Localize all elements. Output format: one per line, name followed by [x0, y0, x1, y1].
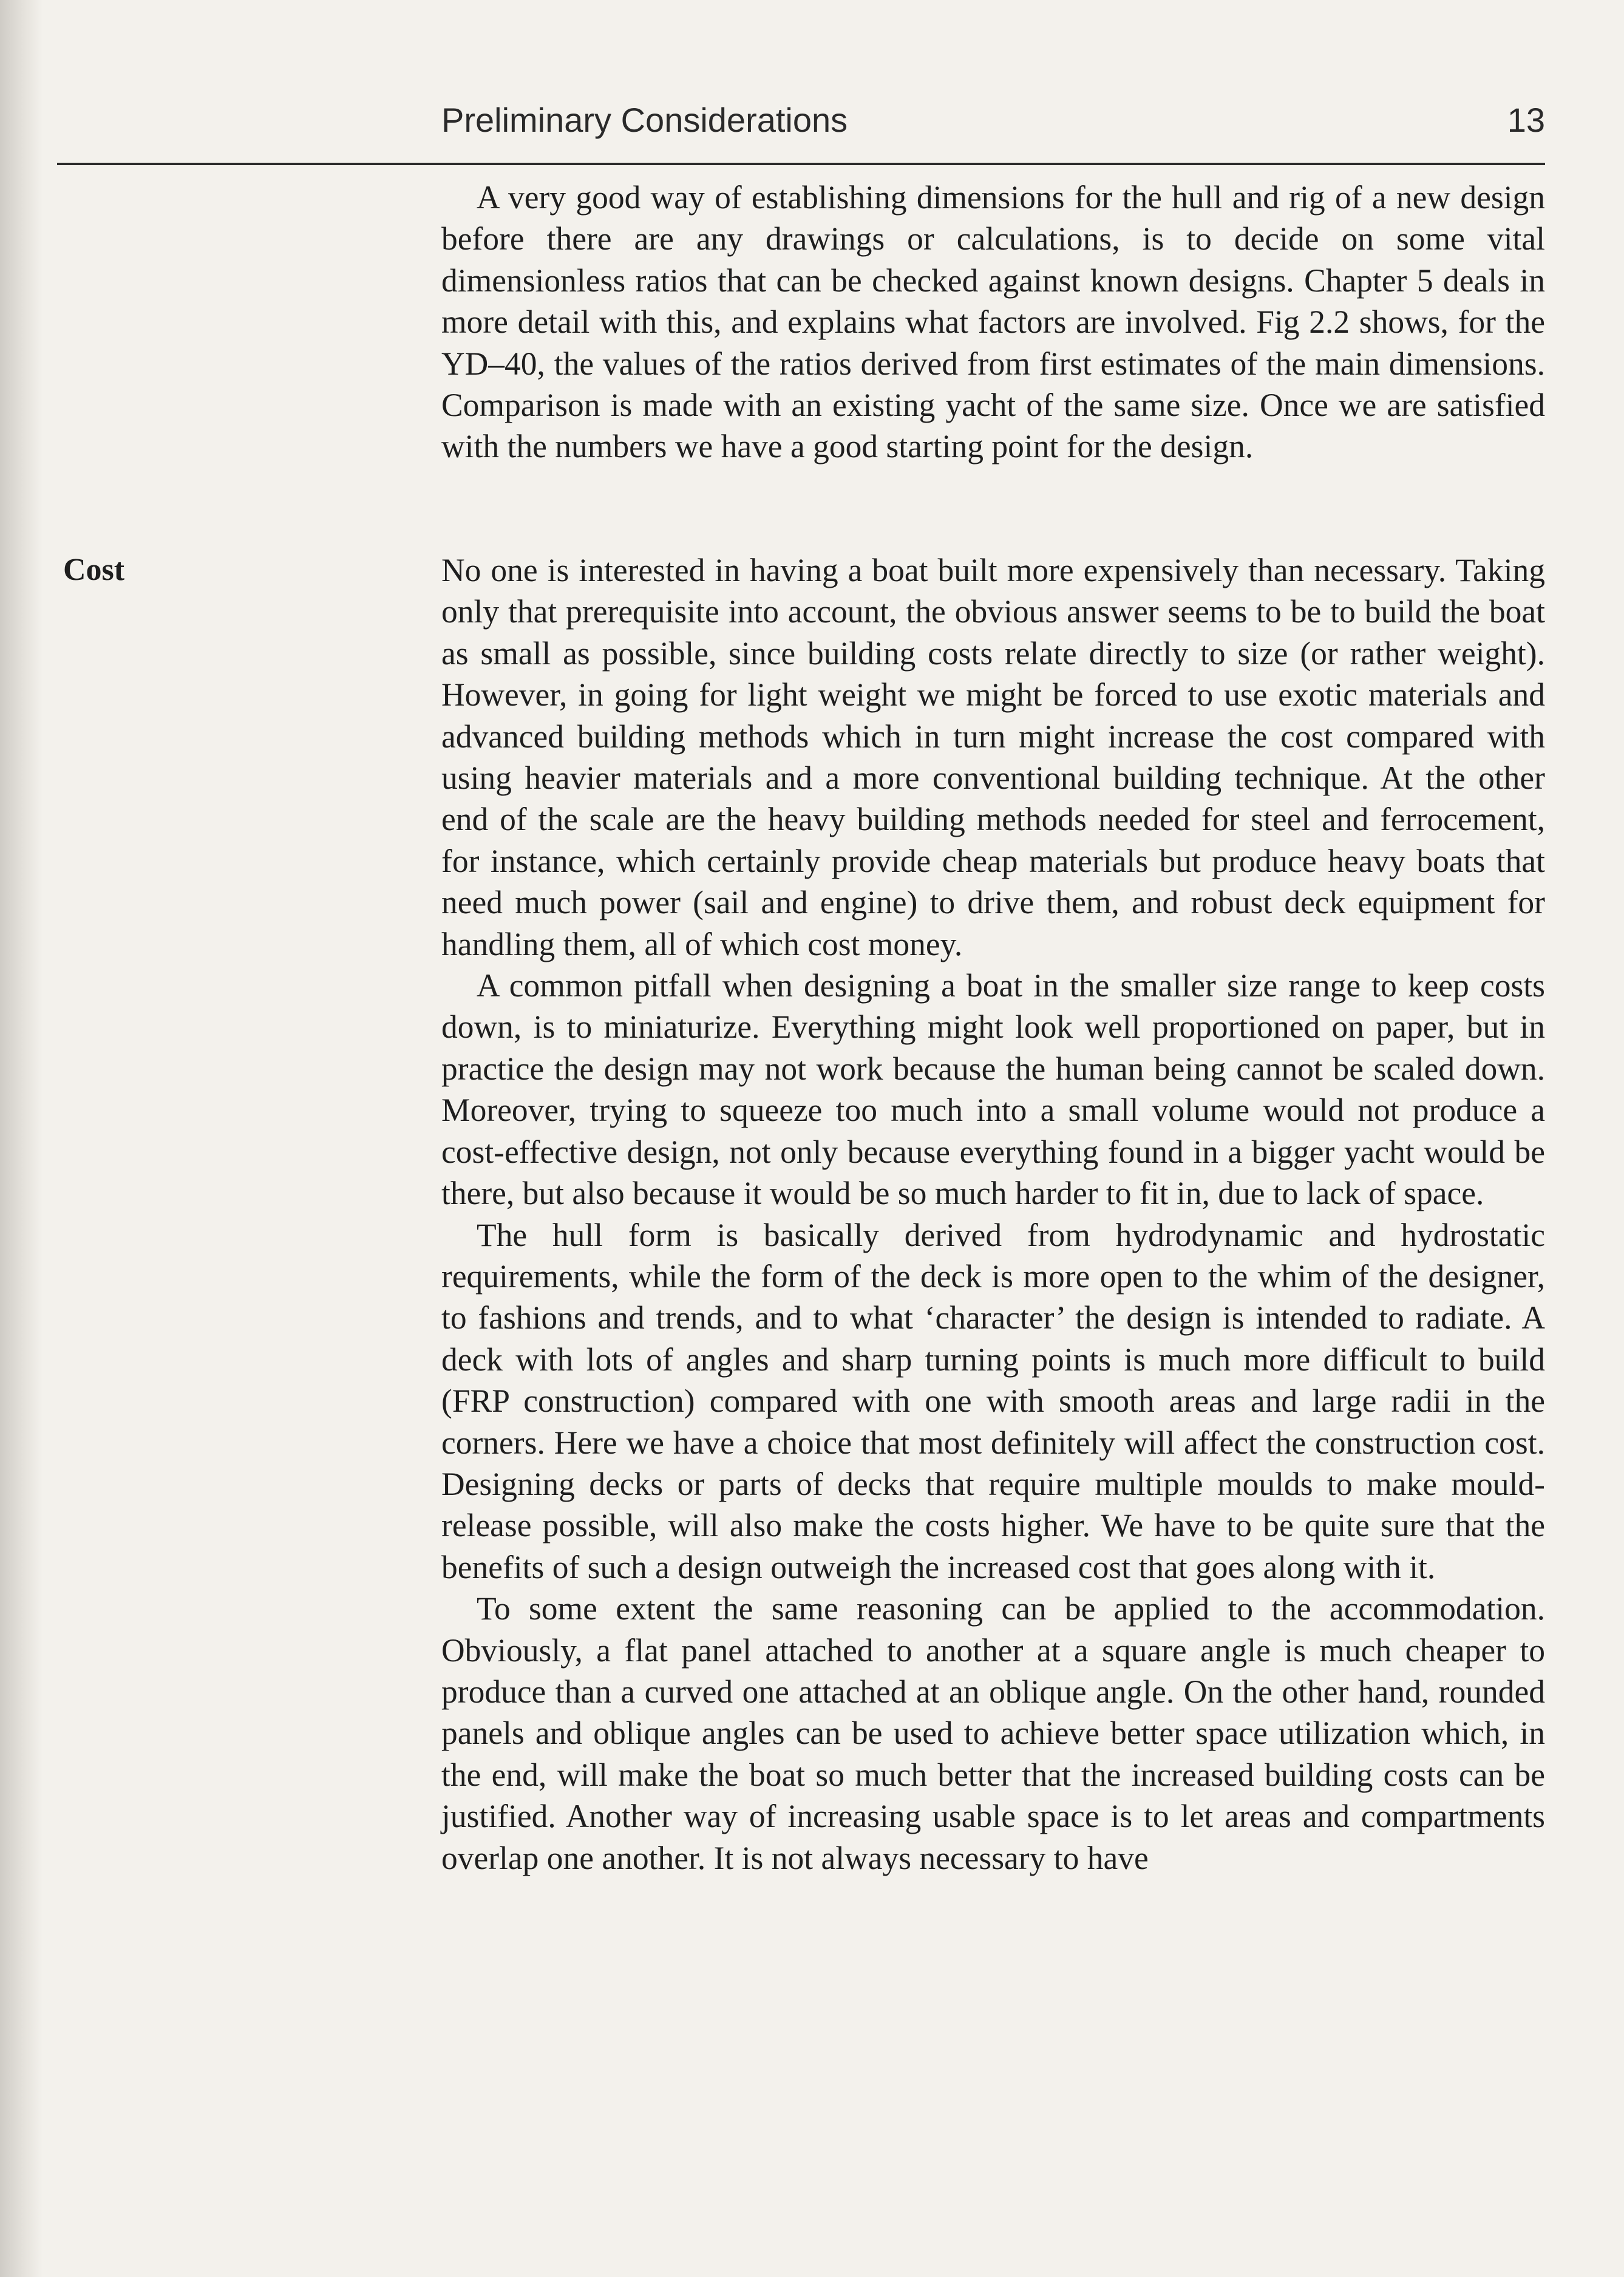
running-header [441, 96, 1545, 145]
cost-paragraph: A common pitfall when designing a boat in the smaller size range to keep costs down, is to miniaturize. Everything might look well proportioned on paper, but in practice the design may not work because the human being cannot be scaled down. Moreover, trying to squeeze too much into a small volume would not produce a cost-effective design, not only because everything found in a bigger yacht would be there, but also because it would be so much harder to fit in, due to lack of space. [441, 967, 1545, 1212]
chapter-title: Preliminary Considerations [441, 101, 848, 139]
header-rule [57, 163, 1545, 165]
page-number: 13 [1507, 101, 1545, 139]
cost-paragraph: The hull form is basically derived from hydrodynamic and hydrostatic requirements, while the form of the deck is more open to the whim of the designer, to fashions and trends, and to what ‘character’ the design is intended to radiate. A deck with lots of angles and sharp turning points is much more difficult to build (FRP construction) compared with one with smooth areas and large radii in the corners. Here we have a choice that most definitely will affect the construction cost. Designing decks or parts of decks that require multiple moulds to make mould-release possible, will also make the costs higher. We have to be quite sure that the benefits of such a design outweigh the increased cost that goes along with it. [441, 1216, 1545, 1585]
intro-paragraph: A very good way of establishing dimensions for the hull and rig of a new design before there are any drawings or calculations, is to decide on some vital dimensionless ratios that can be checked against known designs. Chapter 5 deals in more detail with this, and explains what factors are involved. Fig 2.2 shows, for the YD–40, the values of the ratios derived from first estimates of the main dimensions. Comparison is made with an existing yacht of the same size. Once we are satisfied with the numbers we have a good starting point for the design. [441, 179, 1545, 465]
cost-paragraph: No one is interested in having a boat built more expensively than necessary. Taking only that prerequisite into account, the obvious answer seems to be to build the boat as small as possible, since building costs relate directly to size (or rather weight). However, in going for light weight we might be forced to use exotic materials and advanced building methods which in turn might increase the cost compared with using heavier materials and a more conventional building technique. At the other end of the scale are the heavy building methods needed for steel and ferrocement, for instance, which certainly provide cheap materials but produce heavy boats that need much power (sail and engine) to drive them, and robust deck equipment for handling them, all of which cost money. [441, 552, 1545, 962]
cost-paragraph: To some extent the same reasoning can be applied to the accommodation. Obviously, a flat panel attached to another at a square angle is much cheaper to produce than a curved one attached at an oblique angle. On the other hand, rounded panels and oblique angles can be used to achieve better space utilization which, in the end, will make the boat so much better that the increased building costs can be justified. Another way of increasing usable space is to let areas and compartments overlap one another. It is not always necessary to have [441, 1590, 1545, 1876]
intro-section [441, 177, 1545, 468]
cost-section-body [441, 550, 1545, 1879]
page-gutter-shadow [0, 0, 42, 2277]
section-heading-cost: Cost [63, 553, 125, 587]
